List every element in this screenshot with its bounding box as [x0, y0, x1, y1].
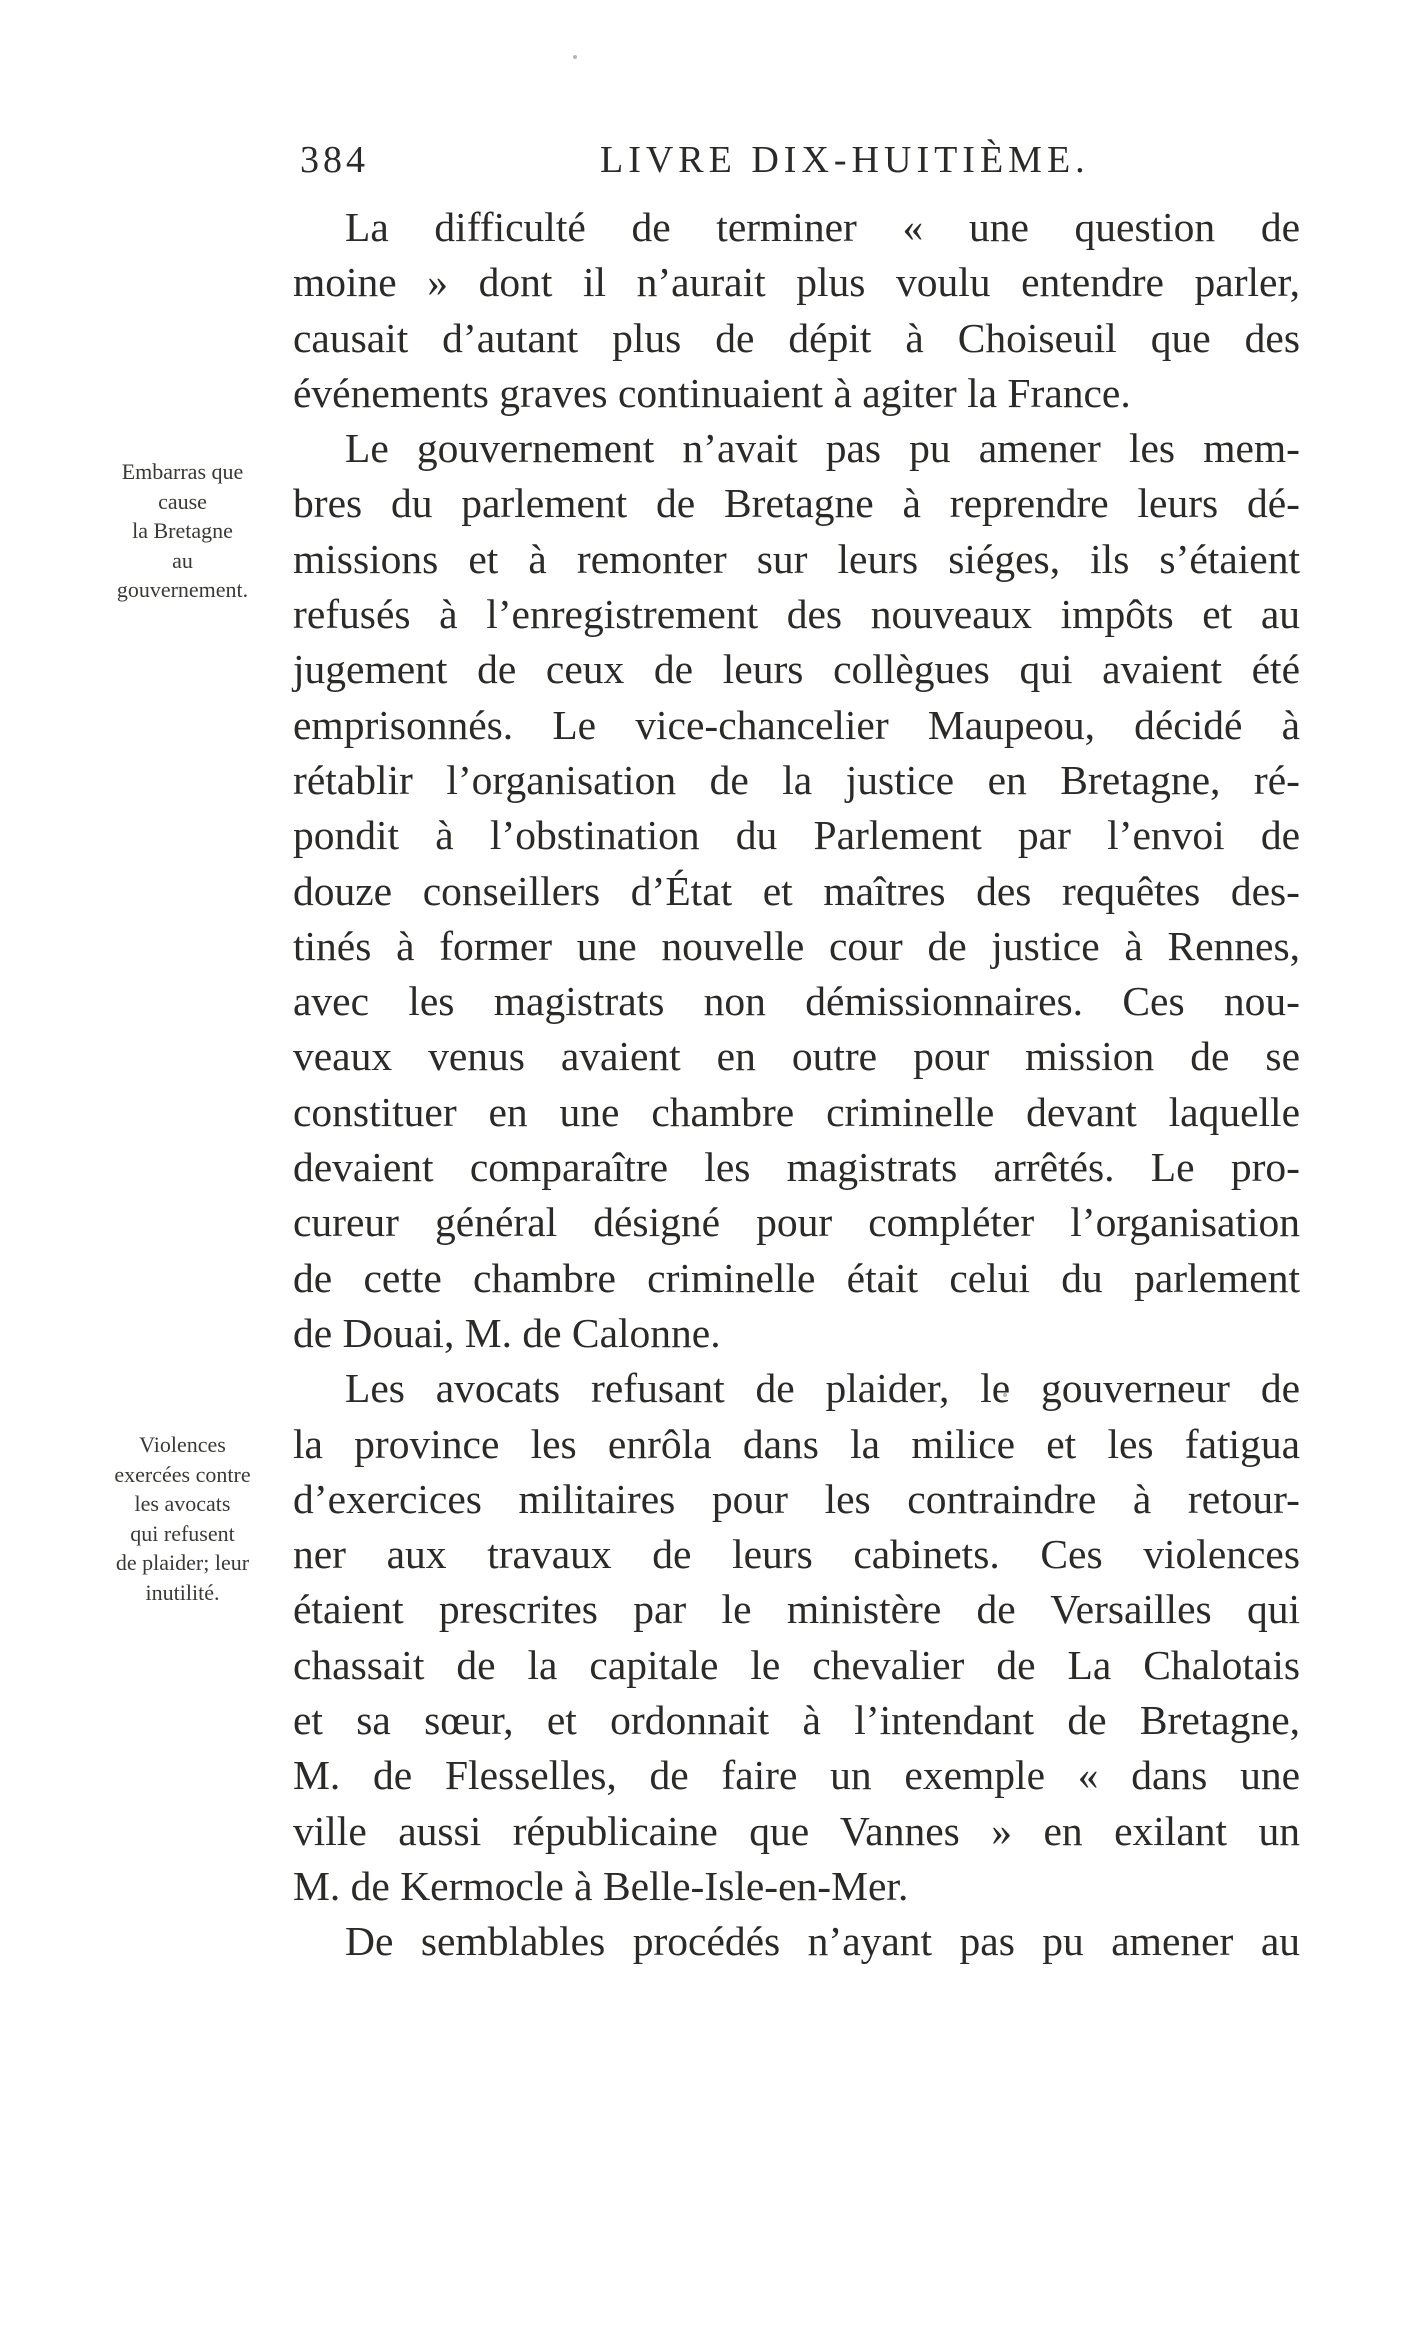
margin-note-line: les avocats — [134, 1491, 231, 1516]
text-line: devaient comparaître les magistrats arrêtés. Le pro- — [293, 1144, 1300, 1191]
margin-note-bretagne — [90, 457, 275, 605]
text-line: de cette chambre criminelle était celui du parlement — [293, 1254, 1300, 1301]
text-line: bres du parlement de Bretagne à reprendre leurs dé- — [293, 480, 1300, 527]
text-line: missions et à remonter sur leurs siéges, ils s’étaient — [293, 535, 1300, 582]
text-line: jugement de ceux de leurs collègues qui avaient été — [293, 646, 1300, 693]
text-line: constituer en une chambre criminelle devant laquelle — [293, 1088, 1300, 1135]
margin-note-line: exercées contre — [114, 1461, 251, 1487]
text-line: chassait de la capitale le chevalier de La Chalotais — [293, 1641, 1300, 1688]
paper-speck — [573, 55, 577, 59]
text-line: veaux venus avaient en outre pour mission de se — [293, 1033, 1300, 1080]
text-line: M. de Flesselles, de faire un exemple « dans une — [293, 1752, 1300, 1799]
text-line: douze conseillers d’État et maîtres des requêtes des- — [293, 867, 1300, 914]
text-line: moine » dont il n’aurait plus voulu entendre parler, — [293, 259, 1300, 306]
margin-note-line: au — [172, 547, 193, 573]
text-line: M. de Kermocle à Belle-Isle-en-Mer. — [293, 1862, 909, 1909]
margin-note-line: Embarras que — [121, 459, 244, 484]
text-line: tinés à former une nouvelle cour de justice à Rennes, — [293, 922, 1300, 969]
text-line: cureur général désigné pour compléter l’organisation — [293, 1199, 1300, 1246]
text-line: De semblables procédés n’ayant pas pu amener au — [345, 1918, 1300, 1965]
text-line: la province les enrôla dans la milice et les fatigua — [293, 1420, 1300, 1467]
margin-note-line: gouvernement. — [116, 577, 249, 602]
margin-note-line: la Bretagne — [132, 518, 233, 543]
text-line: refusés à l’enregistrement des nouveaux impôts et au — [293, 591, 1300, 638]
text-line: Le gouvernement n’avait pas pu amener les mem- — [345, 425, 1300, 472]
margin-note-line: cause — [158, 488, 207, 514]
running-head — [300, 138, 1296, 188]
text-line: avec les magistrats non démissionnaires. Ces nou- — [293, 978, 1300, 1025]
text-line: d’exercices militaires pour les contraindre à retour- — [293, 1475, 1300, 1522]
text-line: emprisonnés. Le vice-chancelier Maupeou, décidé à — [293, 701, 1300, 748]
body-text — [293, 200, 1300, 1970]
text-line: causait d’autant plus de dépit à Choiseuil que des — [293, 314, 1300, 361]
margin-note-line: de plaider; leur — [115, 1550, 250, 1575]
running-title: LIVRE DIX-HUITIÈME. — [600, 139, 1090, 181]
margin-note-line: inutilité. — [145, 1579, 220, 1605]
text-line: ner aux travaux de leurs cabinets. Ces violences — [293, 1531, 1300, 1578]
text-line: et sa sœur, et ordonnait à l’intendant de Bretagne, — [293, 1697, 1300, 1744]
text-line: événements graves continuaient à agiter la France. — [293, 369, 1131, 416]
text-line: Les avocats refusant de plaider, le gouverneur de — [345, 1365, 1300, 1412]
margin-note-violences — [90, 1430, 275, 1607]
text-line: La difficulté de terminer « une question de — [345, 204, 1300, 250]
margin-note-line: qui refusent — [130, 1520, 235, 1546]
text-line: rétablir l’organisation de la justice en Bretagne, ré- — [293, 756, 1300, 803]
page-number: 384 — [300, 139, 369, 181]
text-line: étaient prescrites par le ministère de Versailles qui — [293, 1586, 1300, 1633]
text-line: pondit à l’obstination du Parlement par l’envoi de — [293, 812, 1300, 859]
margin-note-line: Violences — [139, 1432, 226, 1457]
text-line: ville aussi républicaine que Vannes » en exilant un — [293, 1807, 1300, 1854]
text-line: de Douai, M. de Calonne. — [293, 1309, 721, 1356]
